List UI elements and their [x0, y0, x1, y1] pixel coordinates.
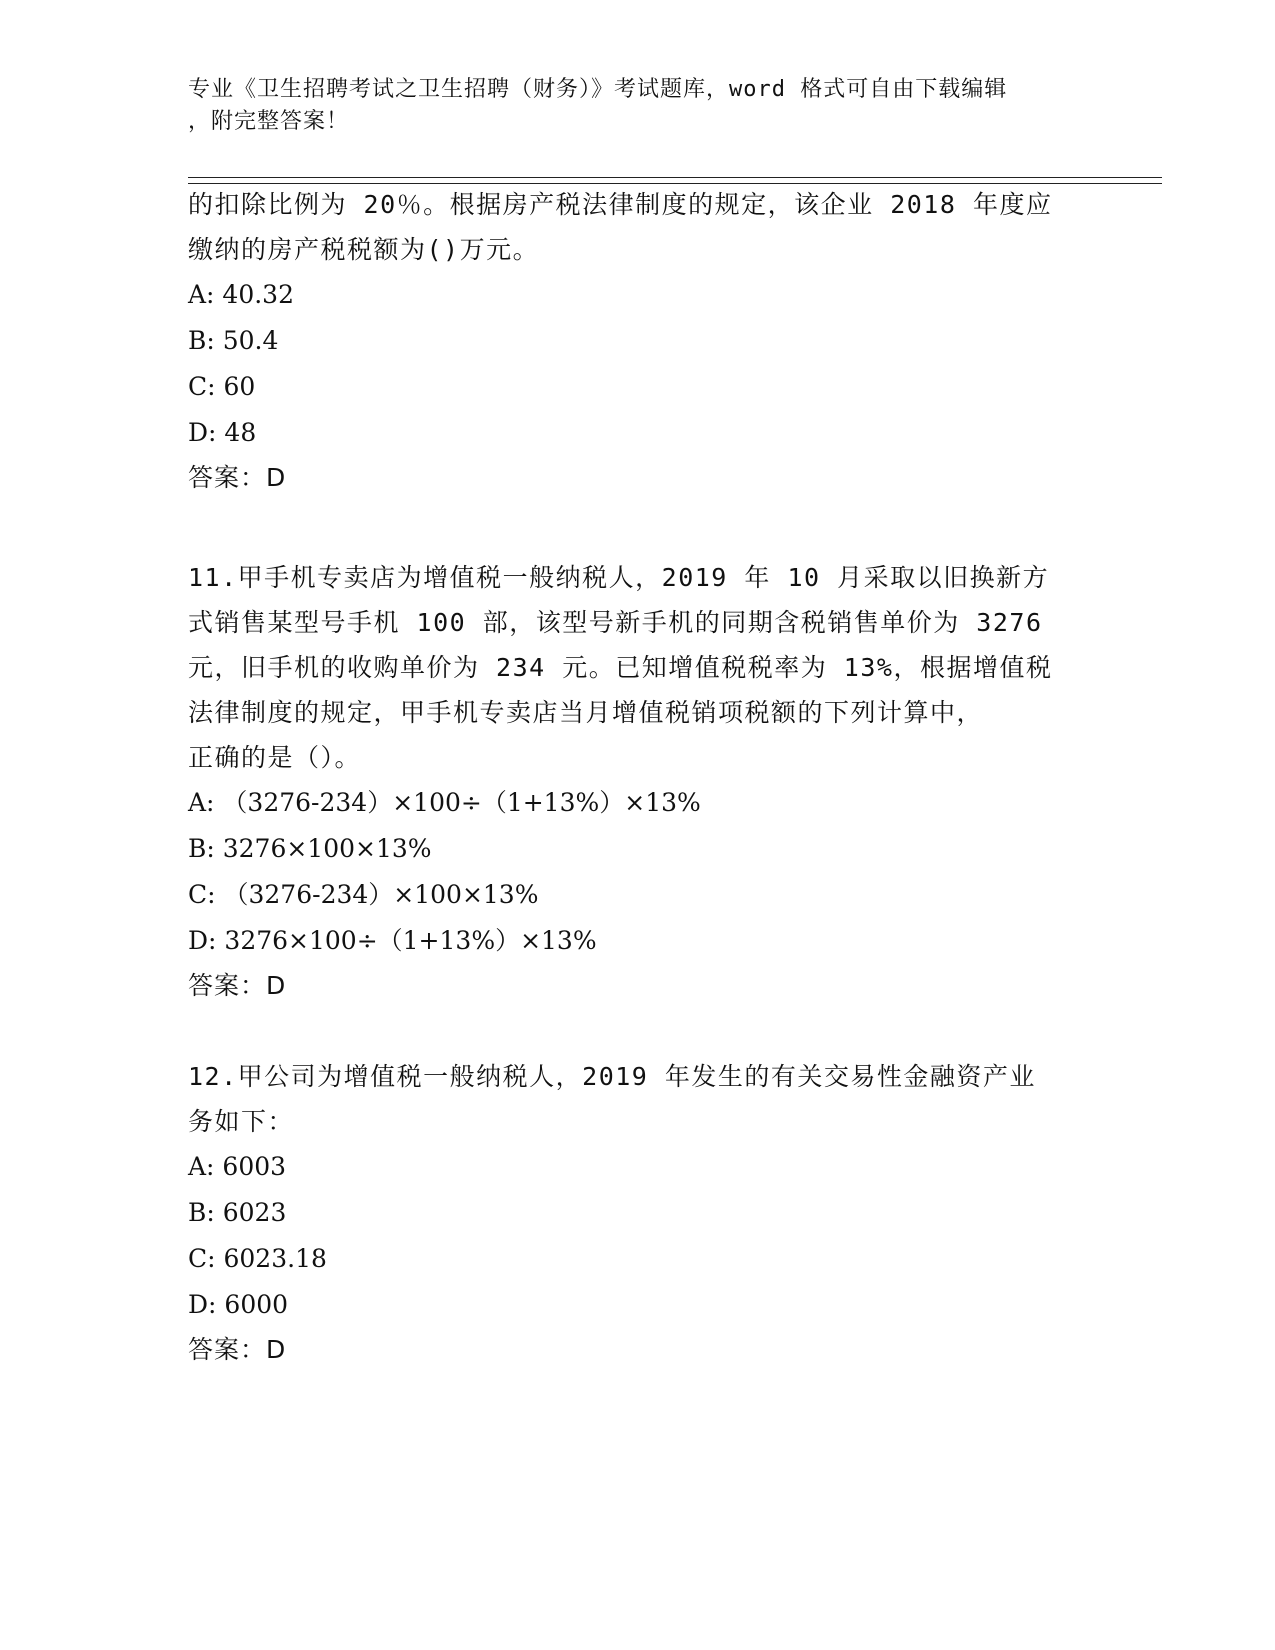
- answer: 答案：D: [188, 1335, 287, 1364]
- option-a: A: （3276-234）×100÷（1+13%）×13%: [188, 788, 701, 817]
- option-b: B: 3276×100×13%: [188, 834, 432, 863]
- answer: 答案：D: [188, 463, 287, 492]
- option-a: A: 40.32: [188, 280, 294, 309]
- option-c: C: 6023.18: [188, 1244, 327, 1273]
- option-d: D: 6000: [188, 1290, 289, 1319]
- header-divider-top: [188, 177, 1162, 178]
- question-stem-line: 缴纳的房产税税额为()万元。: [188, 235, 540, 264]
- question-stem-line: 法律制度的规定，甲手机专卖店当月增值税销项税额的下列计算中，: [188, 698, 984, 727]
- question-10: [188, 182, 1088, 500]
- option-b: B: 6023: [188, 1198, 287, 1227]
- option-d: D: 48: [188, 418, 257, 447]
- option-d: D: 3276×100÷（1+13%）×13%: [188, 926, 597, 955]
- question-stem-line: 的扣除比例为 20％。根据房产税法律制度的规定，该企业 2018 年度应: [188, 190, 1053, 219]
- question-12: [188, 1054, 1088, 1372]
- option-c: C: 60: [188, 372, 256, 401]
- question-stem-line: 式销售某型号手机 100 部，该型号新手机的同期含税销售单价为 3276: [188, 608, 1043, 637]
- option-c: C: （3276-234）×100×13%: [188, 880, 539, 909]
- option-b: B: 50.4: [188, 326, 279, 355]
- header-line-1: 专业《卫生招聘考试之卫生招聘（财务）》考试题库，word 格式可自由下载编辑: [188, 77, 1008, 102]
- question-11: [188, 555, 1088, 1008]
- header-line-2: ，附完整答案！: [188, 109, 350, 134]
- document-header: [188, 74, 1088, 138]
- question-stem-line: 12.甲公司为增值税一般纳税人，2019 年发生的有关交易性金融资产业: [188, 1062, 1036, 1091]
- question-stem-line: 元，旧手机的收购单价为 234 元。已知增值税税率为 13%，根据增值税: [188, 653, 1053, 682]
- option-a: A: 6003: [188, 1152, 287, 1181]
- question-stem-line: 正确的是（）。: [188, 743, 362, 772]
- question-stem-line: 务如下：: [188, 1107, 295, 1136]
- answer: 答案：D: [188, 971, 287, 1000]
- question-stem-line: 11.甲手机专卖店为增值税一般纳税人，2019 年 10 月采取以旧换新方: [188, 563, 1050, 592]
